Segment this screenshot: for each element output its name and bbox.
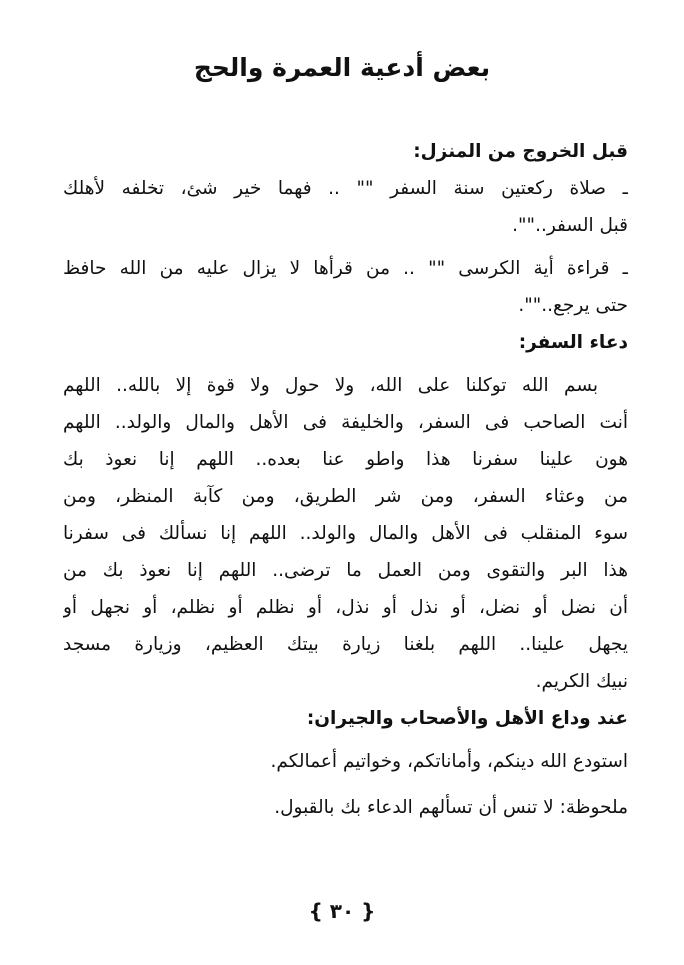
travel-prayer-line: أن نضل أو نضل، أو نذل أو نذل، أو نظلم أو نظلم، أو نجهل أو: [63, 597, 628, 618]
travel-prayer-line: أنت الصاحب فى السفر، والخليفة فى الأهل والمال والولد.. اللهم: [63, 412, 628, 433]
section-heading-leaving-home: قبل الخروج من المنزل:: [413, 141, 628, 162]
section-heading-travel-prayer: دعاء السفر:: [518, 332, 628, 353]
page-number: { ٣٠ }: [308, 899, 376, 923]
travel-prayer-line: يجهل علينا.. اللهم بلغنا زيارة بيتك العظيم، وزيارة مسجد: [63, 634, 628, 655]
travel-prayer-line: سوء المنقلب فى الأهل والمال والولد.. اللهم إنا نسألك فى سفرنا: [63, 523, 628, 544]
travel-prayer-line: بسم الله توكلنا على الله، ولا حول ولا قوة إلا بالله.. اللهم: [63, 375, 598, 396]
page-title: بعض أدعية العمرة والحج: [193, 53, 491, 82]
page-body: [63, 133, 628, 826]
item-kursi-line-1: ـ قراءة أية الكرسى "" .. من قرأها لا يزال عليه من الله حافظ: [63, 258, 628, 279]
travel-prayer-line: نبيك الكريم.: [535, 671, 628, 692]
farewell-text: استودع الله دينكم، وأماناتكم، وخواتيم أعمالكم.: [270, 751, 628, 772]
travel-prayer-line: هون علينا سفرنا هذا واطو عنا بعده.. اللهم إنا نعوذ بك: [63, 449, 628, 470]
travel-prayer-line: هذا البر والتقوى ومن العمل ما ترضى.. اللهم إنا نعوذ بك من: [63, 560, 628, 581]
item-prayer-line-2: قبل السفر.."".: [512, 215, 628, 236]
item-kursi-line-2: حتى يرجع.."".: [518, 295, 628, 316]
travel-prayer-line: من وعثاء السفر، ومن شر الطريق، ومن كآبة المنظر، ومن: [63, 486, 628, 507]
section-heading-farewell: عند وداع الأهل والأصحاب والجيران:: [306, 708, 628, 729]
note-text: ملحوظة: لا تنس أن تسألهم الدعاء بك بالقبول.: [274, 797, 628, 818]
item-prayer-line-1: ـ صلاة ركعتين سنة السفر "" .. فهما خير شئ، تخلفه لأهلك: [63, 178, 628, 199]
